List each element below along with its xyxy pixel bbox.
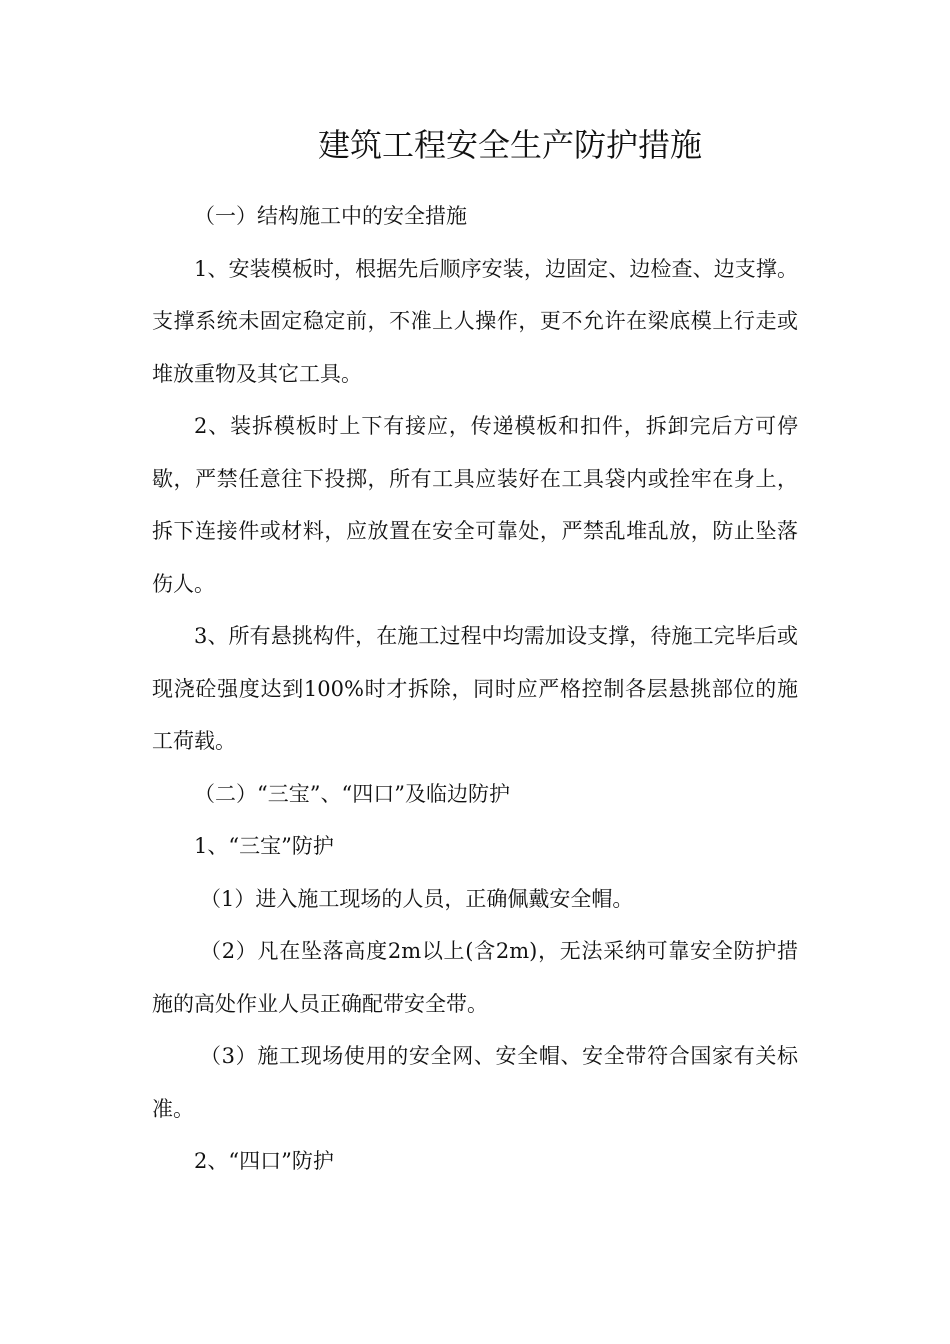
- section-heading-three-treasures-four-openings: （二）“三宝”、“四口”及临边防护: [194, 781, 510, 806]
- paragraph-formwork-installation: 1、安装模板时，根据先后顺序安装，边固定、边检查、边支撑。支撑系统未固定稳定前，不准上人操作，更不允许在梁底模上行走或堆放重物及其它工具。: [152, 256, 798, 386]
- item-safety-belt: （2）凡在坠落高度2m以上(含2m)，无法采纳可靠安全防护措施的高处作业人员正确配带安全带。: [152, 939, 798, 1016]
- paragraph-formwork-removal: 2、装拆模板时上下有接应，传递模板和扣件，拆卸完后方可停歇，严禁任意往下投掷，所有工具应装好在工具袋内或拴牢在身上，拆下连接件或材料，应放置在安全可靠处，严禁乱堆乱放，防止坠落伤人。: [152, 414, 798, 596]
- document-title: 建筑工程安全生产防护措施: [317, 126, 702, 164]
- section-heading-structure-safety: （一）结构施工中的安全措施: [194, 204, 467, 228]
- subheading-three-treasures: 1、“三宝”防护: [194, 834, 334, 858]
- subheading-four-openings: 2、“四口”防护: [194, 1149, 334, 1173]
- paragraph-cantilever-members: 3、所有悬挑构件，在施工过程中均需加设支撑，待施工完毕后或现浇砼强度达到100%时才拆除，同时应严格控制各层悬挑部位的施工荷载。: [152, 624, 798, 753]
- item-safety-standards: （3）施工现场使用的安全网、安全帽、安全带符合国家有关标准。: [152, 1044, 798, 1121]
- item-safety-helmet: （1）进入施工现场的人员，正确佩戴安全帽。: [200, 886, 634, 911]
- document-body: [152, 190, 798, 1188]
